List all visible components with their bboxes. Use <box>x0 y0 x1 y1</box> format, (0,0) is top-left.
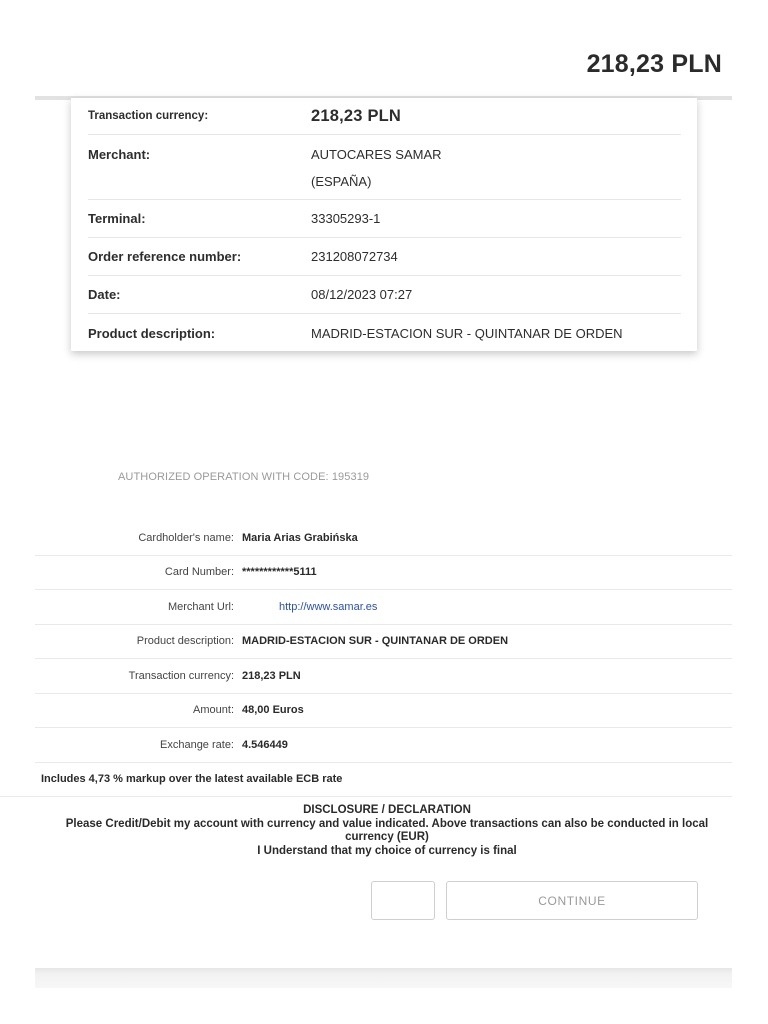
disclosure-declaration <box>40 804 734 858</box>
summary-label: Transaction currency: <box>128 669 234 682</box>
merchant-url-link[interactable]: http://www.samar.es <box>279 600 378 613</box>
summary-row-product-description <box>35 625 732 660</box>
detail-row-merchant <box>88 135 681 200</box>
disclosure-title: DISCLOSURE / DECLARATION <box>303 804 471 816</box>
summary-value: 218,23 PLN <box>242 669 301 682</box>
summary-label: Card Number: <box>164 566 234 579</box>
detail-label: Transaction currency: <box>88 110 209 122</box>
detail-value: 08/12/2023 07:27 <box>311 287 413 302</box>
detail-label: Terminal: <box>88 211 146 226</box>
detail-row-product-description <box>88 314 681 352</box>
detail-label: Date: <box>88 287 121 302</box>
detail-value: 33305293-1 <box>311 211 381 226</box>
detail-value: 218,23 PLN <box>311 106 402 125</box>
summary-label: Product description: <box>136 635 234 648</box>
summary-value: Maria Arias Grabińska <box>242 531 358 544</box>
detail-row-transaction-currency <box>88 98 681 135</box>
merchant-country: (ESPAÑA) <box>311 174 372 189</box>
back-button[interactable] <box>371 881 435 920</box>
summary-label: Merchant Url: <box>167 600 234 613</box>
summary-value: 4.546449 <box>242 738 288 751</box>
detail-label: Order reference number: <box>88 249 242 264</box>
continue-button[interactable]: CONTINUE <box>446 881 698 920</box>
detail-row-terminal <box>88 200 681 238</box>
authorization-code: AUTHORIZED OPERATION WITH CODE: 195319 <box>118 471 370 483</box>
summary-row-merchant-url <box>35 590 732 625</box>
detail-row-order-reference <box>88 238 681 276</box>
disclosure-final-choice: I Understand that my choice of currency is final <box>257 844 517 857</box>
summary-row-exchange-rate <box>35 728 732 763</box>
summary-value: MADRID-ESTACION SUR - QUINTANAR DE ORDEN <box>242 635 509 648</box>
summary-table <box>35 521 732 797</box>
footer-divider <box>35 968 732 988</box>
summary-label: Amount: <box>193 704 234 717</box>
detail-row-date <box>88 276 681 314</box>
summary-row-amount <box>35 694 732 729</box>
summary-row-cardholder <box>35 521 732 556</box>
summary-label: Exchange rate: <box>160 738 234 751</box>
total-amount: 218,23 PLN <box>586 50 722 78</box>
detail-label: Product description: <box>88 325 216 341</box>
markup-notice: Includes 4,73 % markup over the latest available ECB rate <box>0 763 732 797</box>
summary-value: ************5111 <box>242 566 317 579</box>
summary-label: Cardholder's name: <box>138 531 234 544</box>
disclosure-text: Please Credit/Debit my account with currency and value indicated. Above transactions can also be conducted in local currency (EUR) <box>65 817 709 843</box>
detail-value: MADRID-ESTACION SUR - QUINTANAR DE ORDEN <box>311 325 623 341</box>
detail-label: Merchant: <box>88 147 151 162</box>
merchant-name: AUTOCARES SAMAR <box>311 147 442 162</box>
detail-value <box>311 141 681 199</box>
summary-row-card-number <box>35 556 732 591</box>
transaction-details-card <box>71 98 697 351</box>
detail-value: 231208072734 <box>311 249 398 264</box>
summary-row-transaction-currency <box>35 659 732 694</box>
summary-value: 48,00 Euros <box>242 704 304 717</box>
